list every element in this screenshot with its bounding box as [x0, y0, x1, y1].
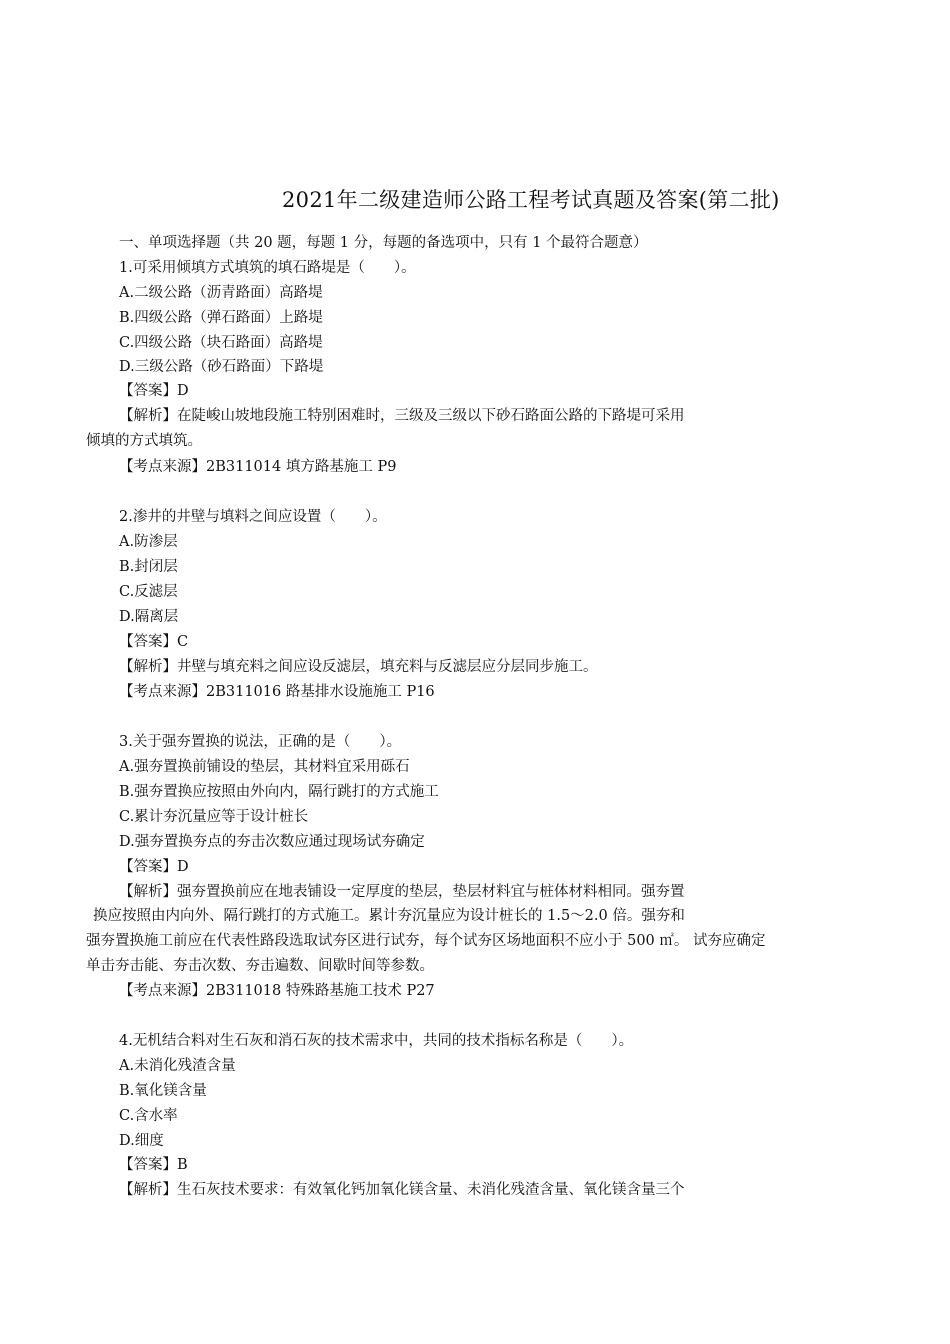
source: 【考点来源】2B311016 路基排水设施施工 P16	[119, 684, 435, 700]
source: 【考点来源】2B311014 填方路基施工 P9	[119, 459, 397, 475]
analysis-line: 强夯置换施工前应在代表性路段选取试夯区进行试夯，每个试夯区场地面积不应小于 500 ㎡。 试夯应确定	[86, 933, 766, 949]
analysis-line: 单击夯击能、夯击次数、夯击遍数、间歇时间等参数。	[86, 958, 434, 974]
answer: 【答案】C	[119, 634, 189, 650]
section-heading: 一、单项选择题（共 20 题，每题 1 分，每题的备选项中，只有 1 个最符合题意）	[119, 235, 648, 251]
option-c: C.累计夯沉量应等于设计桩长	[119, 809, 309, 825]
question-stem: 1.可采用倾填方式填筑的填石路堤是（ ）。	[119, 260, 416, 276]
option-d: D.细度	[119, 1133, 164, 1149]
option-a: A.强夯置换前铺设的垫层，其材料宜采用砾石	[119, 759, 410, 775]
document-title: 2021年二级建造师公路工程考试真题及答案(第二批)	[282, 188, 780, 212]
question-stem: 4.无机结合料对生石灰和消石灰的技术需求中，共同的技术指标名称是（ ）。	[119, 1033, 634, 1049]
analysis-line: 【解析】井壁与填充料之间应设反滤层，填充料与反滤层应分层同步施工。	[119, 659, 598, 675]
option-b: B.强夯置换应按照由外向内，隔行跳打的方式施工	[119, 784, 439, 800]
analysis-line: 换应按照由内向外、隔行跳打的方式施工。累计夯沉量应为设计桩长的 1.5～2.0 倍。强夯和	[93, 908, 685, 924]
answer: 【答案】D	[119, 383, 189, 399]
analysis-line: 【解析】强夯置换前应在地表铺设一定厚度的垫层，垫层材料宜与桩体材料相同。强夯置	[119, 884, 685, 900]
option-a: A.未消化残渣含量	[119, 1058, 236, 1074]
question-stem: 2.渗井的井壁与填料之间应设置（ ）。	[119, 509, 387, 525]
option-b: B.氧化镁含量	[119, 1083, 207, 1099]
analysis-line: 【解析】生石灰技术要求：有效氧化钙加氧化镁含量、未消化残渣含量、氧化镁含量三个	[119, 1182, 685, 1198]
option-c: C.含水率	[119, 1108, 178, 1124]
option-c: C.四级公路（块石路面）高路堤	[119, 335, 323, 351]
source: 【考点来源】2B311018 特殊路基施工技术 P27	[119, 983, 435, 999]
answer: 【答案】D	[119, 859, 189, 875]
option-a: A.二级公路（沥青路面）高路堤	[119, 285, 323, 301]
option-b: B.四级公路（弹石路面）上路堤	[119, 310, 323, 326]
analysis-line: 倾填的方式填筑。	[86, 433, 202, 449]
analysis-line: 【解析】在陡峻山坡地段施工特别困难时，三级及三级以下砂石路面公路的下路堤可采用	[119, 408, 685, 424]
question-stem: 3.关于强夯置换的说法，正确的是（ ）。	[119, 734, 402, 750]
option-c: C.反滤层	[119, 584, 178, 600]
answer: 【答案】B	[119, 1157, 188, 1173]
option-d: D.三级公路（砂石路面）下路堤	[119, 359, 324, 375]
option-a: A.防渗层	[119, 534, 178, 550]
option-d: D.强夯置换夯点的夯击次数应通过现场试夯确定	[119, 834, 425, 850]
option-d: D.隔离层	[119, 609, 179, 625]
option-b: B.封闭层	[119, 559, 178, 575]
